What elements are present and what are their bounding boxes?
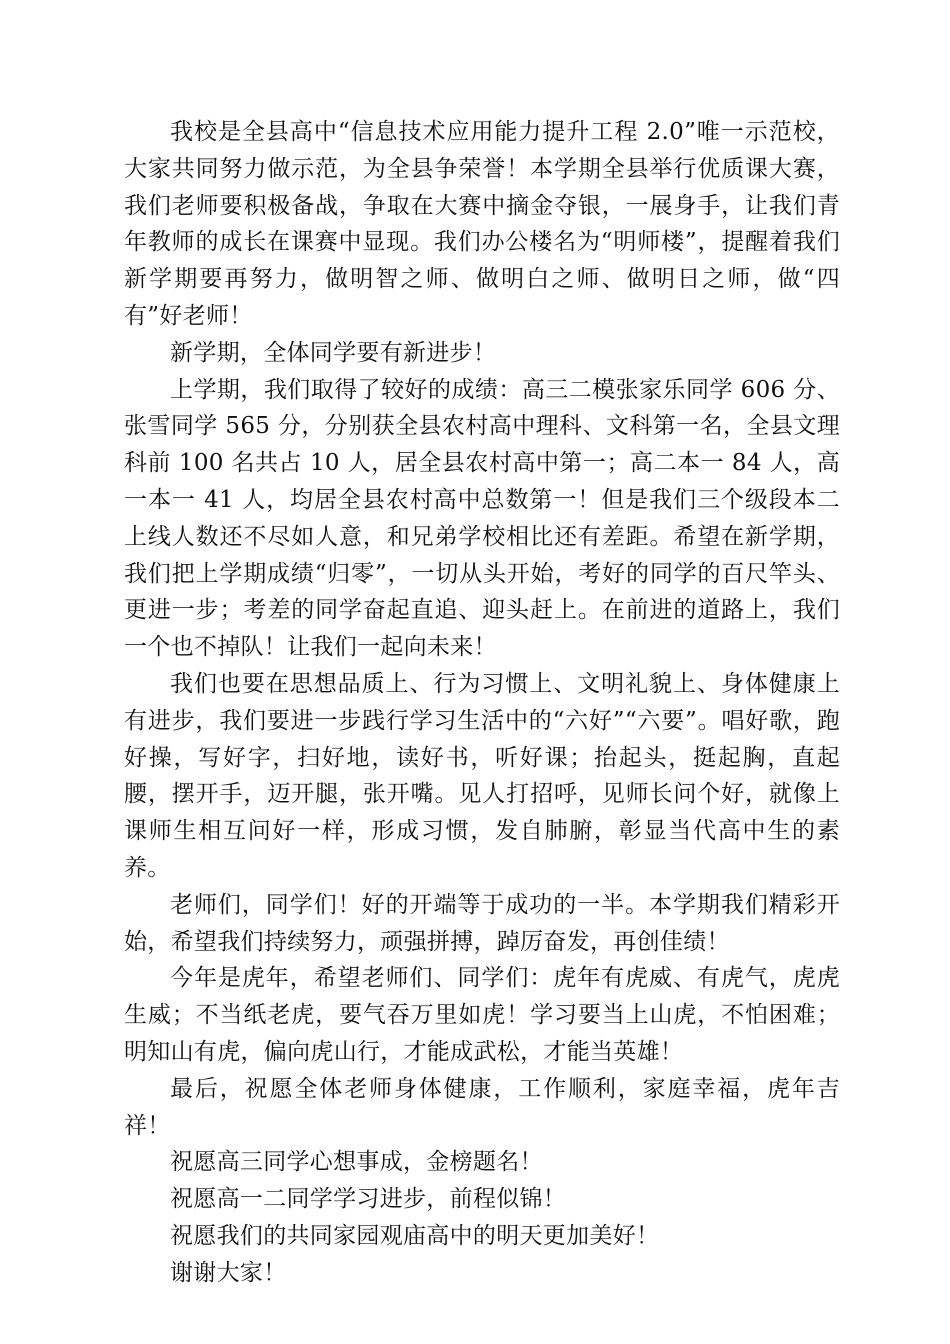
paragraph-behavior-habits: 我们也要在思想品质上、行为习惯上、文明礼貌上、身体健康上有进步，我们要进一步践行学习生活中的“六好”“六要”。唱好歌，跑好操，写好字，扫好地，读好书，听好课；抬起头，挺起胸，直起腰，摆开手，迈开腿，张开嘴。见人打招呼，见师长问个好，就像上课师生相互问好一样，形成习惯，发自肺腑，彰显当代高中生的素养。	[124, 670, 840, 881]
paragraph-thanks: 谢谢大家！	[170, 1259, 287, 1286]
paragraph-wish-senior-one-two: 祝愿高一二同学学习进步，前程似锦！	[170, 1186, 567, 1213]
paragraph-good-start: 老师们，同学们！好的开端等于成功的一半。本学期我们精彩开始，希望我们持续努力，顽强拼搏，踔厉奋发，再创佳绩！	[124, 891, 840, 955]
paragraph-wish-teachers: 最后，祝愿全体老师身体健康，工作顺利，家庭幸福，虎年吉祥！	[124, 1075, 840, 1139]
paragraph-students-progress: 新学期，全体同学要有新进步！	[170, 339, 497, 366]
paragraph-last-semester-results: 上学期，我们取得了较好的成绩：高三二模张家乐同学 606 分、张雪同学 565 分，分别获全县农村高中理科、文科第一名，全县文理科前 100 名共占 10 人，居全县农村高中第一；高二本一 84 人，高一本一 41 人，均居全县农村高中总数第一！但是我们三个级段本二上线人数还不尽如人意，和兄弟学校相比还有差距。希望在新学期，我们把上学期成绩“归零”，一切从头开始，考好的同学的百尺竿头、更进一步；考差的同学奋起直追、迎头赶上。在前进的道路上，我们一个也不掉队！让我们一起向未来！	[124, 376, 840, 661]
document-page	[124, 114, 840, 1292]
paragraph-tiger-year: 今年是虎年，希望老师们、同学们：虎年有虎威、有虎气，虎虎生威；不当纸老虎，要气吞万里如虎！学习要当上山虎，不怕困难；明知山有虎，偏向虎山行，才能成武松，才能当英雄！	[124, 965, 840, 1065]
paragraph-demonstration-school: 我校是全县高中“信息技术应用能力提升工程 2.0”唯一示范校，大家共同努力做示范，为全县争荣誉！本学期全县举行优质课大赛，我们老师要积极备战，争取在大赛中摘金夺银，一展身手，让我们青年教师的成长在课赛中显现。我们办公楼名为“明师楼”，提醒着我们新学期要再努力，做明智之师、做明白之师、做明日之师，做“四有”好老师！	[124, 119, 840, 329]
paragraph-wish-school: 祝愿我们的共同家园观庙高中的明天更加美好！	[170, 1222, 660, 1249]
paragraph-wish-senior-three: 祝愿高三同学心想事成，金榜题名！	[170, 1149, 543, 1176]
